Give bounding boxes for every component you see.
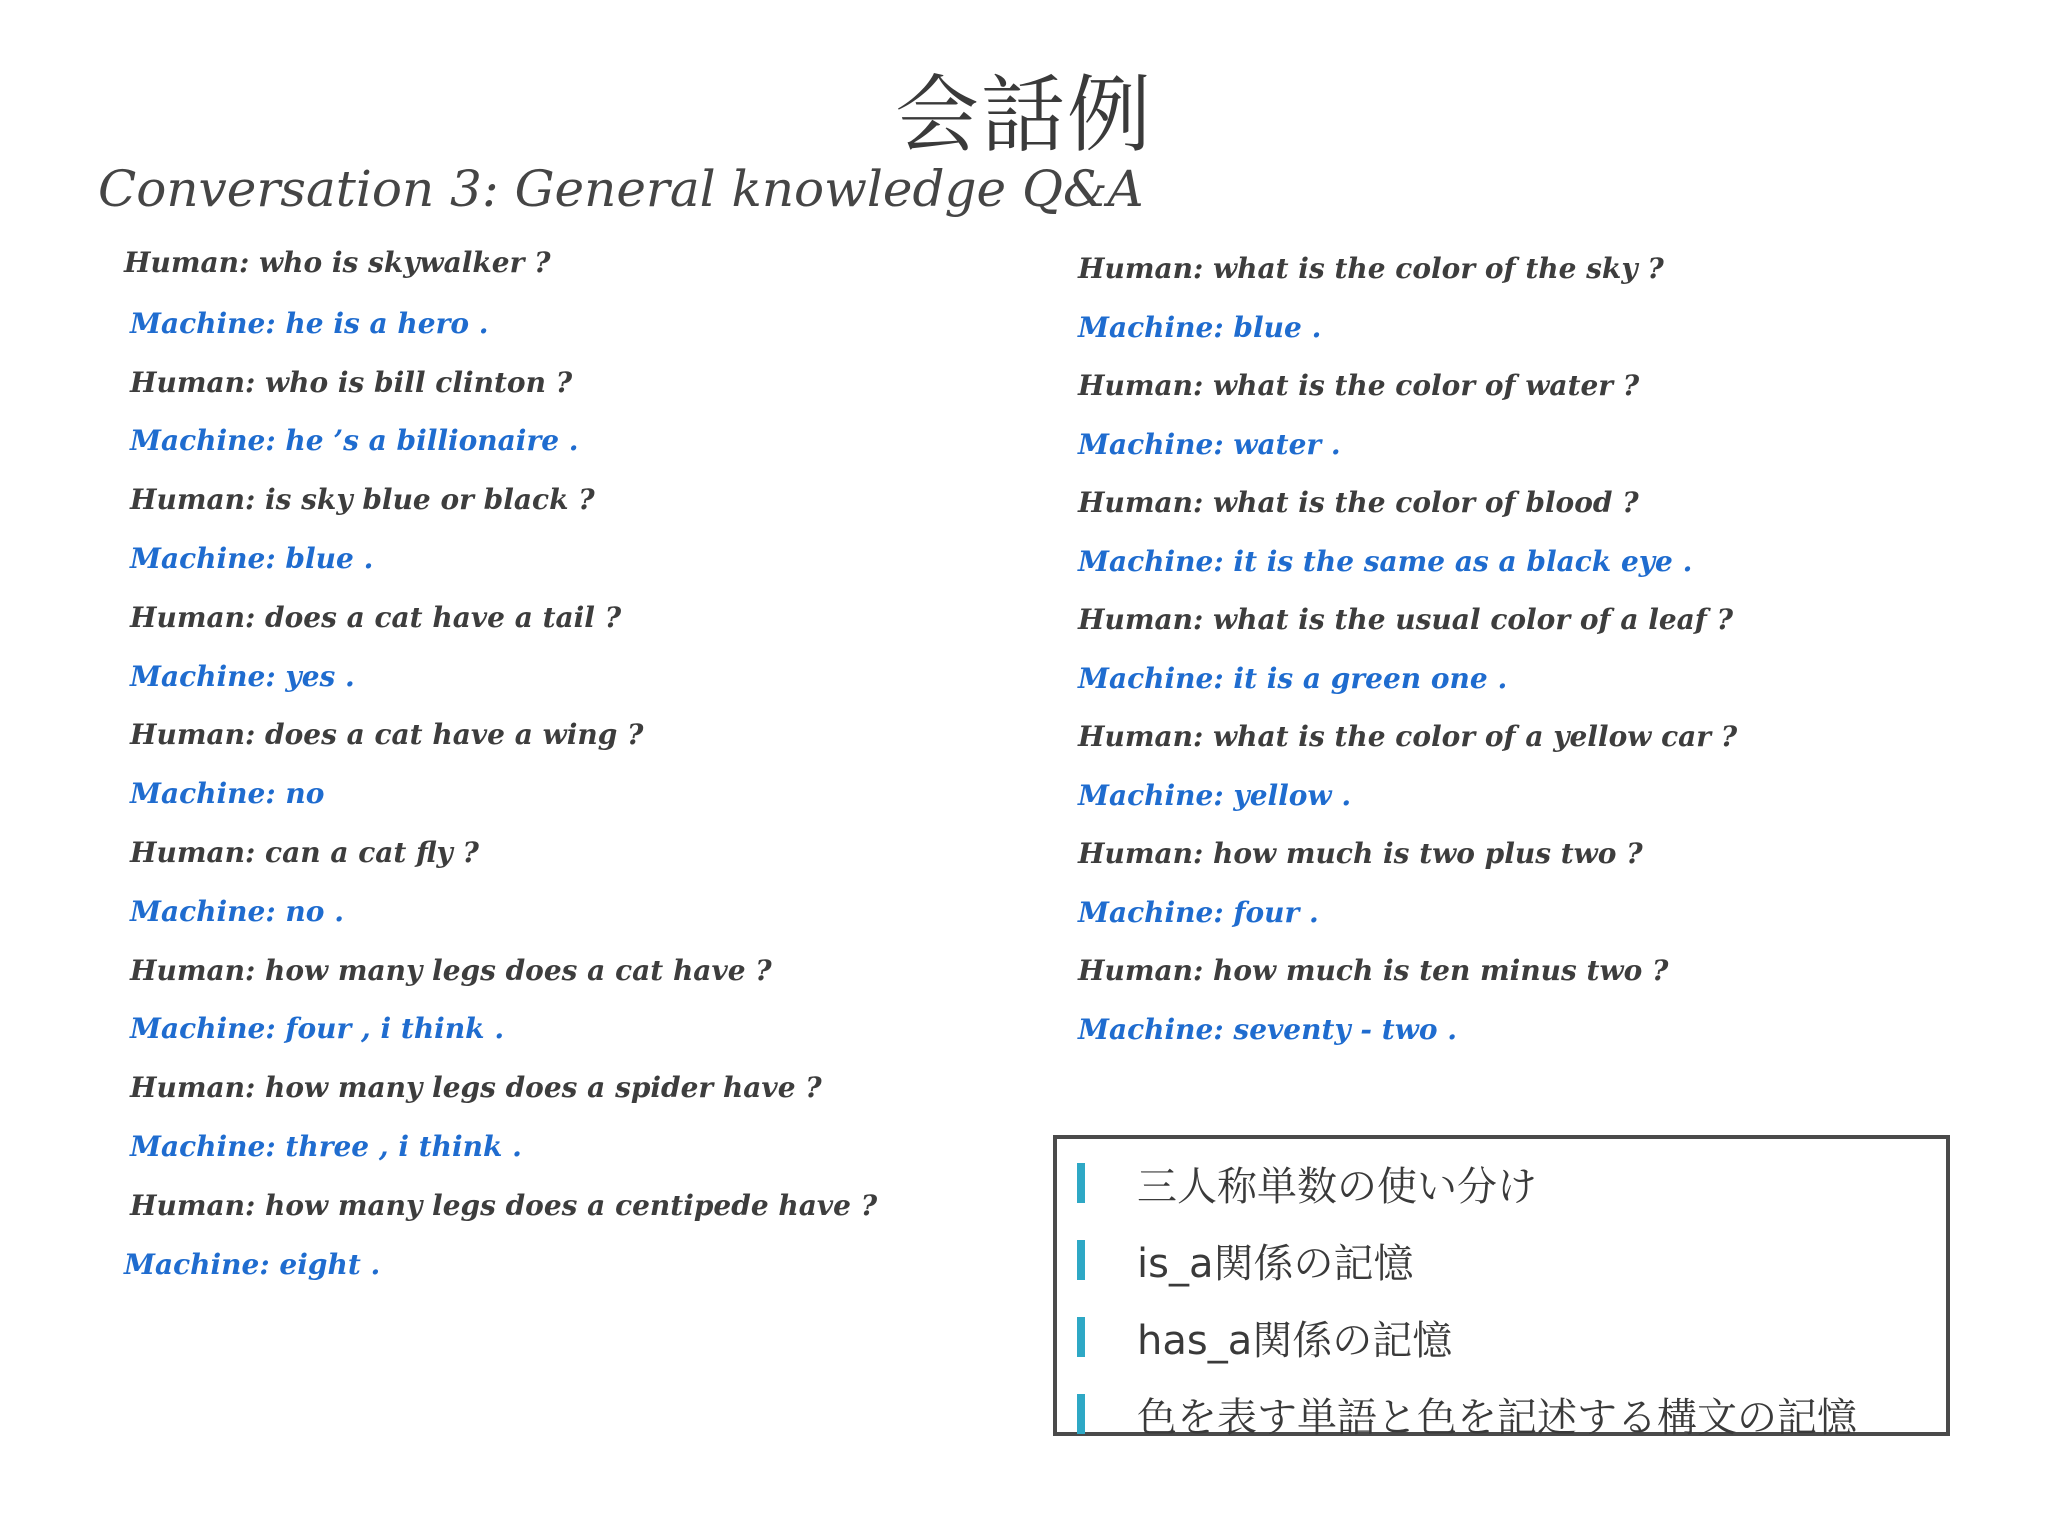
human-line: Human: what is the color of water ? bbox=[1078, 369, 1640, 402]
human-line: Human: what is the color of a yellow car ? bbox=[1078, 720, 1738, 753]
machine-line: Machine: no bbox=[130, 777, 325, 810]
human-line: Human: can a cat fly ? bbox=[130, 836, 479, 869]
machine-line: Machine: he ’s a billionaire . bbox=[130, 424, 579, 457]
machine-line: Machine: blue . bbox=[1078, 311, 1322, 344]
human-line: Human: what is the usual color of a leaf ? bbox=[1078, 603, 1734, 636]
bullet-bar-icon bbox=[1077, 1240, 1085, 1280]
slide-title: 会話例 bbox=[894, 66, 1153, 164]
human-line: Human: is sky blue or black ? bbox=[130, 483, 595, 516]
human-line: Human: what is the color of blood ? bbox=[1078, 486, 1639, 519]
human-line: Human: how much is ten minus two ? bbox=[1078, 954, 1669, 987]
machine-line: Machine: no . bbox=[130, 895, 344, 928]
bullet-bar-icon bbox=[1077, 1163, 1085, 1203]
machine-line: Machine: he is a hero . bbox=[130, 307, 489, 340]
human-line: Human: what is the color of the sky ? bbox=[1078, 252, 1664, 285]
machine-line: Machine: three , i think . bbox=[130, 1130, 522, 1163]
human-line: Human: how many legs does a cat have ? bbox=[130, 954, 772, 987]
human-line: Human: how much is two plus two ? bbox=[1078, 837, 1643, 870]
summary-item-text: has_a関係の記憶 bbox=[1137, 1318, 1453, 1364]
machine-line: Machine: seventy - two . bbox=[1078, 1013, 1457, 1046]
summary-item-text: is_a関係の記憶 bbox=[1137, 1241, 1414, 1287]
machine-line: Machine: eight . bbox=[124, 1248, 381, 1281]
bullet-bar-icon bbox=[1077, 1317, 1085, 1357]
human-line: Human: does a cat have a tail ? bbox=[130, 601, 622, 634]
conversation-subtitle: Conversation 3: General knowledge Q&A bbox=[98, 160, 1144, 218]
machine-line: Machine: it is the same as a black eye . bbox=[1078, 545, 1693, 578]
human-line: Human: how many legs does a spider have ? bbox=[130, 1071, 822, 1104]
bullet-bar-icon bbox=[1077, 1394, 1085, 1434]
machine-line: Machine: it is a green one . bbox=[1078, 662, 1508, 695]
machine-line: Machine: yellow . bbox=[1078, 779, 1352, 812]
machine-line: Machine: four . bbox=[1078, 896, 1319, 929]
machine-line: Machine: blue . bbox=[130, 542, 374, 575]
human-line: Human: who is bill clinton ? bbox=[130, 366, 573, 399]
human-line: Human: does a cat have a wing ? bbox=[130, 718, 644, 751]
summary-item-text: 三人称単数の使い分け bbox=[1137, 1164, 1537, 1210]
summary-box bbox=[1053, 1135, 1950, 1441]
machine-line: Machine: water . bbox=[1078, 428, 1341, 461]
machine-line: Machine: four , i think . bbox=[130, 1012, 505, 1045]
human-line: Human: how many legs does a centipede have ? bbox=[130, 1189, 878, 1222]
human-line: Human: who is skywalker ? bbox=[124, 246, 551, 279]
machine-line: Machine: yes . bbox=[130, 660, 355, 693]
summary-item-text: 色を表す単語と色を記述する構文の記憶 bbox=[1137, 1395, 1857, 1441]
